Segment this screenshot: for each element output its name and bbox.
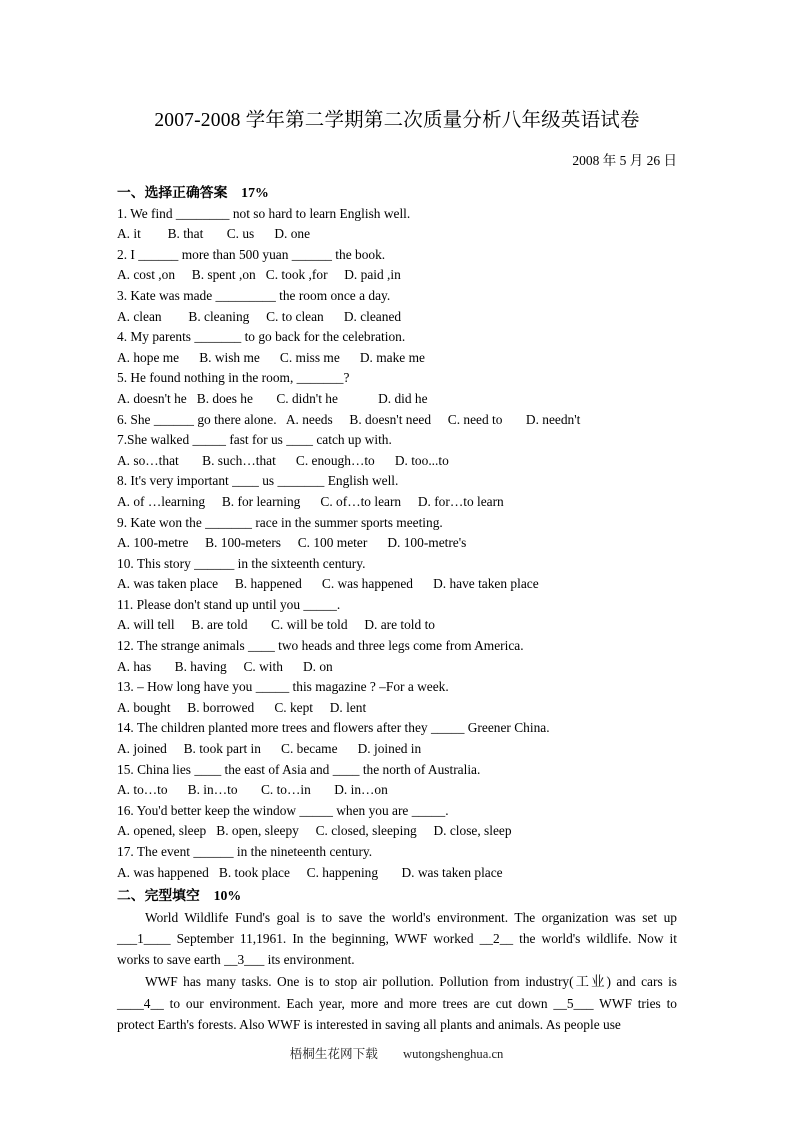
- question-stem: 12. The strange animals ____ two heads and three legs come from America.: [117, 638, 524, 654]
- question-options: A. hope me B. wish me C. miss me D. make me: [117, 349, 425, 365]
- question-stem: 2. I ______ more than 500 yuan ______ the book.: [117, 246, 386, 262]
- question-options: A. will tell B. are told C. will be told D. are told to: [117, 617, 435, 633]
- question-stem: 14. The children planted more trees and flowers after they _____ Greener China.: [117, 720, 550, 736]
- question-stem: 7.She walked _____ fast for us ____ catch up with.: [117, 432, 392, 448]
- question-options: A. joined B. took part in C. became D. joined in: [117, 741, 422, 757]
- question-options: A. has B. having C. with D. on: [117, 658, 333, 674]
- page-title: 2007-2008 学年第二学期第二次质量分析八年级英语试卷: [154, 110, 640, 131]
- cloze-paragraph: WWF has many tasks. One is to stop air pollution. Pollution from industry(工业) and cars is ____4__ to our environment. Each year, more and more trees are cut down __5___ WWF tries to protect Earth's forests. Also WWF is interested in saving all plants and animals. As people use: [117, 974, 677, 1032]
- question-stem: 16. You'd better keep the window _____ when you are _____.: [117, 802, 449, 818]
- cloze-paragraph: World Wildlife Fund's goal is to save the world's environment. The organization was set up ___1____ September 11,1961. In the beginning, WWF worked __2__ the world's wildlife. Now it works to save earth __3___ its environment.: [117, 909, 677, 968]
- question-stem: 9. Kate won the _______ race in the summer sports meeting.: [117, 514, 443, 530]
- question-options: A. cost ,on B. spent ,on C. took ,for D. paid ,in: [117, 267, 401, 283]
- question-options: A. was taken place B. happened C. was happened D. have taken place: [117, 576, 539, 592]
- document-body: [117, 0, 677, 1035]
- question-options: A. was happened B. took place C. happening D. was taken place: [117, 864, 503, 880]
- question-options: A. bought B. borrowed C. kept D. lent: [117, 699, 367, 715]
- question-options: A. 100-metre B. 100-meters C. 100 meter D. 100-metre's: [117, 535, 467, 551]
- question-stem: 8. It's very important ____ us _______ English well.: [117, 473, 399, 489]
- question-stem: 10. This story ______ in the sixteenth century.: [117, 555, 366, 571]
- section-heading-choice: 一、选择正确答案 17%: [117, 185, 269, 200]
- question-stem: 15. China lies ____ the east of Asia and ____ the north of Australia.: [117, 761, 481, 777]
- question-options: A. doesn't he B. does he C. didn't he D. did he: [117, 390, 428, 406]
- question-options: A. to…to B. in…to C. to…in D. in…on: [117, 782, 388, 798]
- question-stem: 1. We find ________ not so hard to learn English well.: [117, 205, 411, 221]
- section-heading-cloze: 二、完型填空 10%: [117, 888, 242, 904]
- question-stem: 11. Please don't stand up until you _____.: [117, 596, 341, 612]
- question-stem: 5. He found nothing in the room, _______?: [117, 370, 350, 386]
- document-date: 2008 年 5 月 26 日: [572, 153, 677, 168]
- question-stem: 3. Kate was made _________ the room once a day.: [117, 287, 391, 303]
- question-options: A. clean B. cleaning C. to clean D. cleaned: [117, 308, 402, 324]
- question-options: A. opened, sleep B. open, sleepy C. closed, sleeping D. close, sleep: [117, 823, 512, 839]
- page-footer: 梧桐生花网下载 wutongshenghua.cn: [289, 1047, 504, 1061]
- question-options: A. of …learning B. for learning C. of…to learn D. for…to learn: [117, 493, 504, 509]
- question-stem: 6. She ______ go there alone. A. needs B. doesn't need C. need to D. needn't: [117, 411, 581, 427]
- question-stem: 13. – How long have you _____ this magazine ? –For a week.: [117, 679, 449, 695]
- question-stem: 4. My parents _______ to go back for the celebration.: [117, 329, 406, 345]
- question-options: A. so…that B. such…that C. enough…to D. too...to: [117, 452, 449, 468]
- question-stem: 17. The event ______ in the nineteenth century.: [117, 844, 373, 859]
- question-options: A. it B. that C. us D. one: [117, 226, 311, 242]
